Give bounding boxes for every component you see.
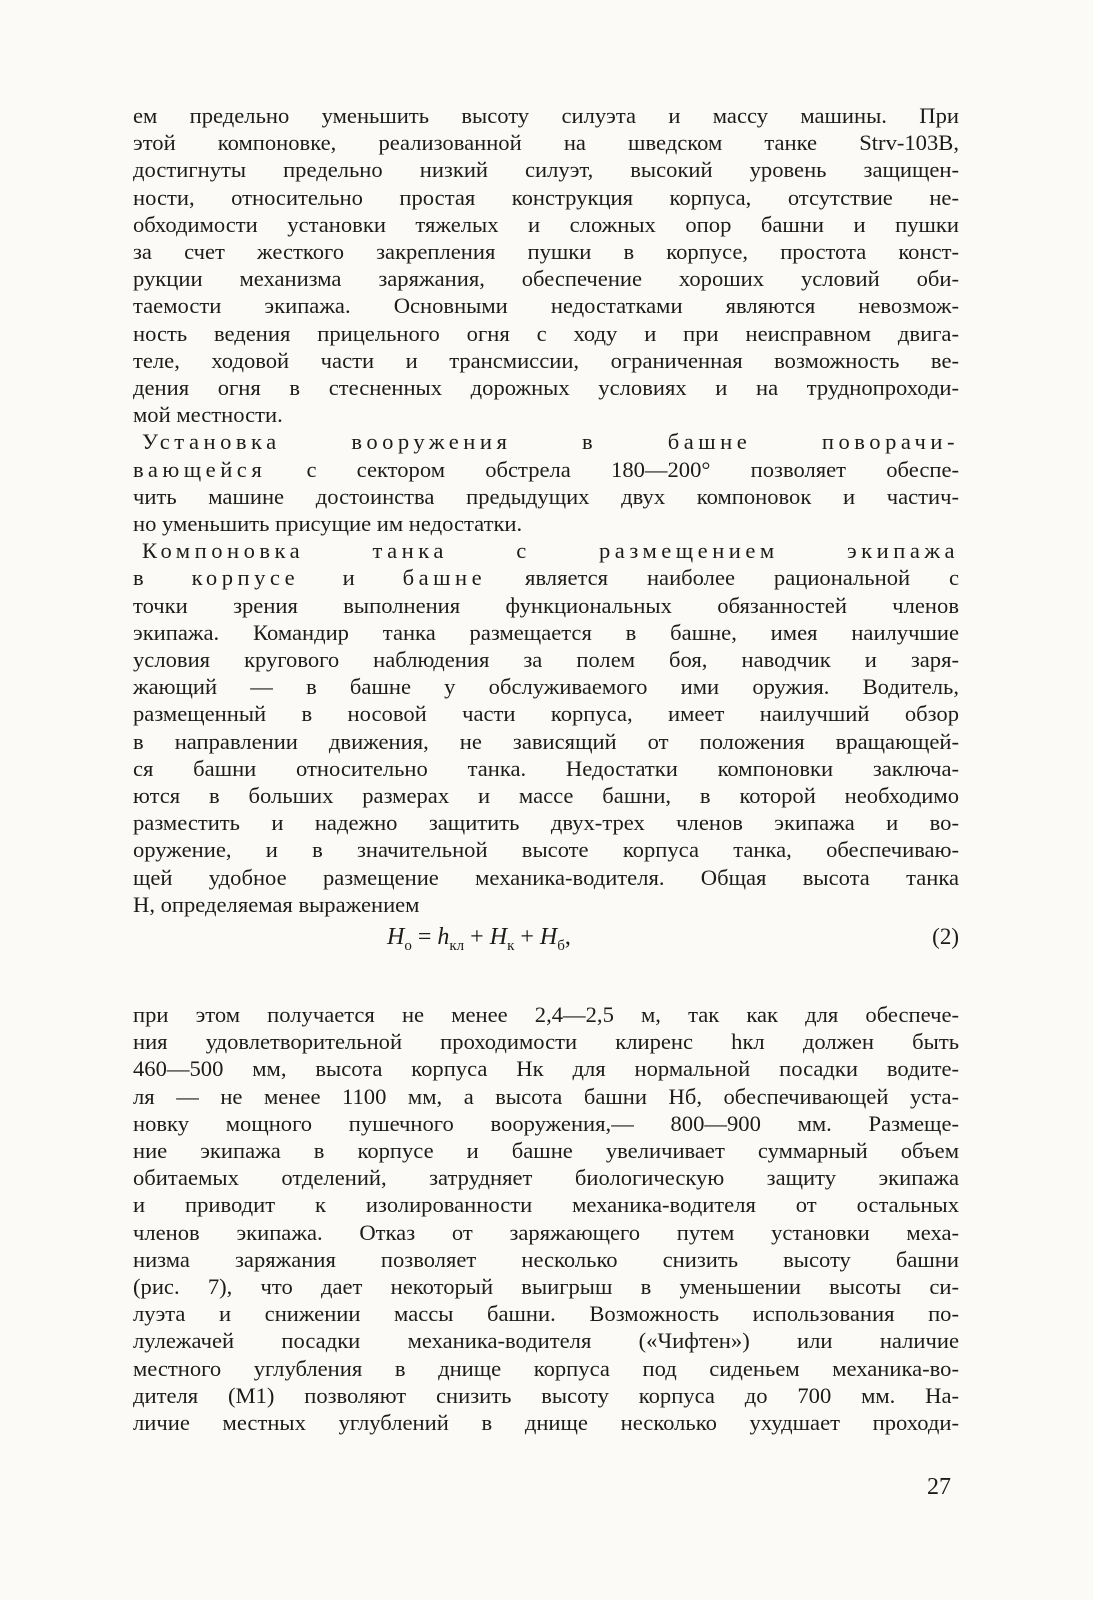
- text-line: разместить и надежно защитить двух-трех членов экипажа и во-: [133, 810, 959, 836]
- text-block-bottom: [133, 1001, 959, 1436]
- paragraph-3-line-2-rest: является наиболее рациональной с: [525, 565, 960, 591]
- text-line: достигнуты предельно низкий силуэт, высокий уровень защищен-: [133, 157, 959, 183]
- text-line: H, определяемая выражением: [133, 891, 420, 917]
- text-line: чить машине достоинства предыдущих двух компоновок и частич-: [133, 483, 959, 509]
- text-line: членов экипажа. Отказ от заряжающего путем установки меха-: [133, 1219, 959, 1245]
- paragraph-3-line-2: [133, 564, 959, 591]
- formula-h0: H: [387, 924, 405, 950]
- paragraph-3-rest: [133, 592, 959, 918]
- text-line: ния удовлетворительной проходимости клиренс hкл должен быть: [133, 1029, 959, 1055]
- formula-hb: H: [539, 924, 558, 950]
- paragraph-3: [133, 537, 959, 918]
- text-line: этой компоновке, реализованной на шведском танке Strv-103B,: [133, 130, 959, 156]
- text-block-top: [133, 102, 959, 918]
- formula-tail: ,: [564, 924, 571, 950]
- text-line: ности, относительно простая конструкция корпуса, отсутствие не-: [133, 184, 959, 210]
- text-line: обходимости установки тяжелых и сложных опор башни и пушки: [133, 211, 959, 237]
- text-line: условия кругового наблюдения за полем боя, наводчик и заря-: [133, 647, 959, 673]
- paragraph-2-line-1: Установка вооружения в башне поворачи-: [142, 429, 959, 455]
- formula-row: [133, 924, 959, 956]
- paragraph-2-line-2-rest: с сектором обстрела 180—200° позволяет обеспе-: [306, 456, 959, 482]
- text-line: при этом получается не менее 2,4—2,5 м, так как для обеспече-: [133, 1002, 959, 1027]
- formula-eq: =: [411, 924, 438, 950]
- formula-hk-sub: к: [507, 937, 515, 954]
- paragraph-3-spaced-phrase: в корпусе и башне: [133, 565, 487, 591]
- formula-hkl-sub: кл: [449, 937, 465, 954]
- text-line: личие местных углублений в днище несколько ухудшает проходи-: [133, 1410, 959, 1436]
- text-line: обитаемых отделений, затрудняет биологическую защиту экипажа: [133, 1165, 959, 1191]
- formula-plus-2: +: [514, 924, 540, 950]
- text-line: и приводит к изолированности механика-водителя от остальных: [133, 1192, 959, 1218]
- text-line: точки зрения выполнения функциональных обязанностей членов: [133, 592, 959, 618]
- formula-number: (2): [932, 924, 959, 949]
- text-line: таемости экипажа. Основными недостатками являются невозмож-: [133, 293, 959, 319]
- text-line: мой местности.: [133, 402, 283, 428]
- formula-hb-sub: б: [557, 937, 565, 954]
- text-line: ем предельно уменьшить высоту силуэта и массу машины. При: [133, 103, 959, 128]
- text-line: дения огня в стесненных дорожных условиях и на труднопроходи-: [133, 375, 959, 401]
- paragraph-2-line-2: [133, 456, 959, 483]
- formula-h0-sub: о: [404, 937, 412, 954]
- formula-plus-1: +: [464, 924, 490, 950]
- text-line: луэта и снижении массы башни. Возможность использования по-: [133, 1301, 959, 1327]
- text-line: жающий — в башне у обслуживаемого ими оружия. Водитель,: [133, 674, 959, 700]
- paragraph-2-spaced-phrase: вающейся: [133, 456, 267, 482]
- text-line: местного углубления в днище корпуса под сиденьем механика-во-: [133, 1355, 959, 1381]
- formula-hkl: h: [437, 924, 450, 950]
- formula-hk: H: [489, 924, 508, 950]
- text-line: (рис. 7), что дает некоторый выигрыш в уменьшении высоты си-: [133, 1274, 959, 1300]
- paragraph-4: [133, 1001, 959, 1436]
- text-line: ются в больших размерах и массе башни, в которой необходимо: [133, 783, 959, 809]
- text-line: оружение, и в значительной высоте корпуса танка, обеспечиваю-: [133, 837, 959, 863]
- text-line: рукции механизма заряжания, обеспечение хороших условий оби-: [133, 266, 959, 292]
- text-line: ность ведения прицельного огня с ходу и при неисправном двига-: [133, 320, 959, 346]
- text-line: но уменьшить присущие им недостатки.: [133, 511, 523, 537]
- paragraph-3-line-1: Компоновка танка с размещением экипажа: [142, 538, 959, 564]
- text-line: низма заряжания позволяет несколько снизить высоту башни: [133, 1246, 959, 1272]
- text-line: экипажа. Командир танка размещается в башне, имея наилучшие: [133, 619, 959, 645]
- paragraph-2-rest: [133, 483, 959, 537]
- formula-2: [387, 924, 571, 955]
- paragraph-1: [133, 102, 959, 428]
- text-line: лулежачей посадки механика-водителя («Чифтен») или наличие: [133, 1328, 959, 1354]
- text-line: ся башни относительно танка. Недостатки компоновки заключа-: [133, 755, 959, 781]
- text-line: 460—500 мм, высота корпуса Hк для нормальной посадки водите-: [133, 1056, 959, 1082]
- text-line: за счет жесткого закрепления пушки в корпусе, простота конст-: [133, 239, 959, 265]
- page-number: 27: [927, 1474, 951, 1500]
- text-line: новку мощного пушечного вооружения,— 800—900 мм. Размеще-: [133, 1110, 959, 1136]
- text-line: ние экипажа в корпусе и башне увеличивает суммарный объем: [133, 1138, 959, 1164]
- text-line: теле, ходовой части и трансмиссии, ограниченная возможность ве-: [133, 347, 959, 373]
- paragraph-2: [133, 428, 959, 537]
- text-line: размещенный в носовой части корпуса, имеет наилучший обзор: [133, 701, 959, 727]
- text-line: в направлении движения, не зависящий от положения вращающей-: [133, 728, 959, 754]
- text-line: щей удобное размещение механика-водителя. Общая высота танка: [133, 864, 959, 890]
- text-line: ля — не менее 1100 мм, а высота башни Hб, обеспечивающей уста-: [133, 1083, 959, 1109]
- text-line: дителя (M1) позволяют снизить высоту корпуса до 700 мм. На-: [133, 1382, 959, 1408]
